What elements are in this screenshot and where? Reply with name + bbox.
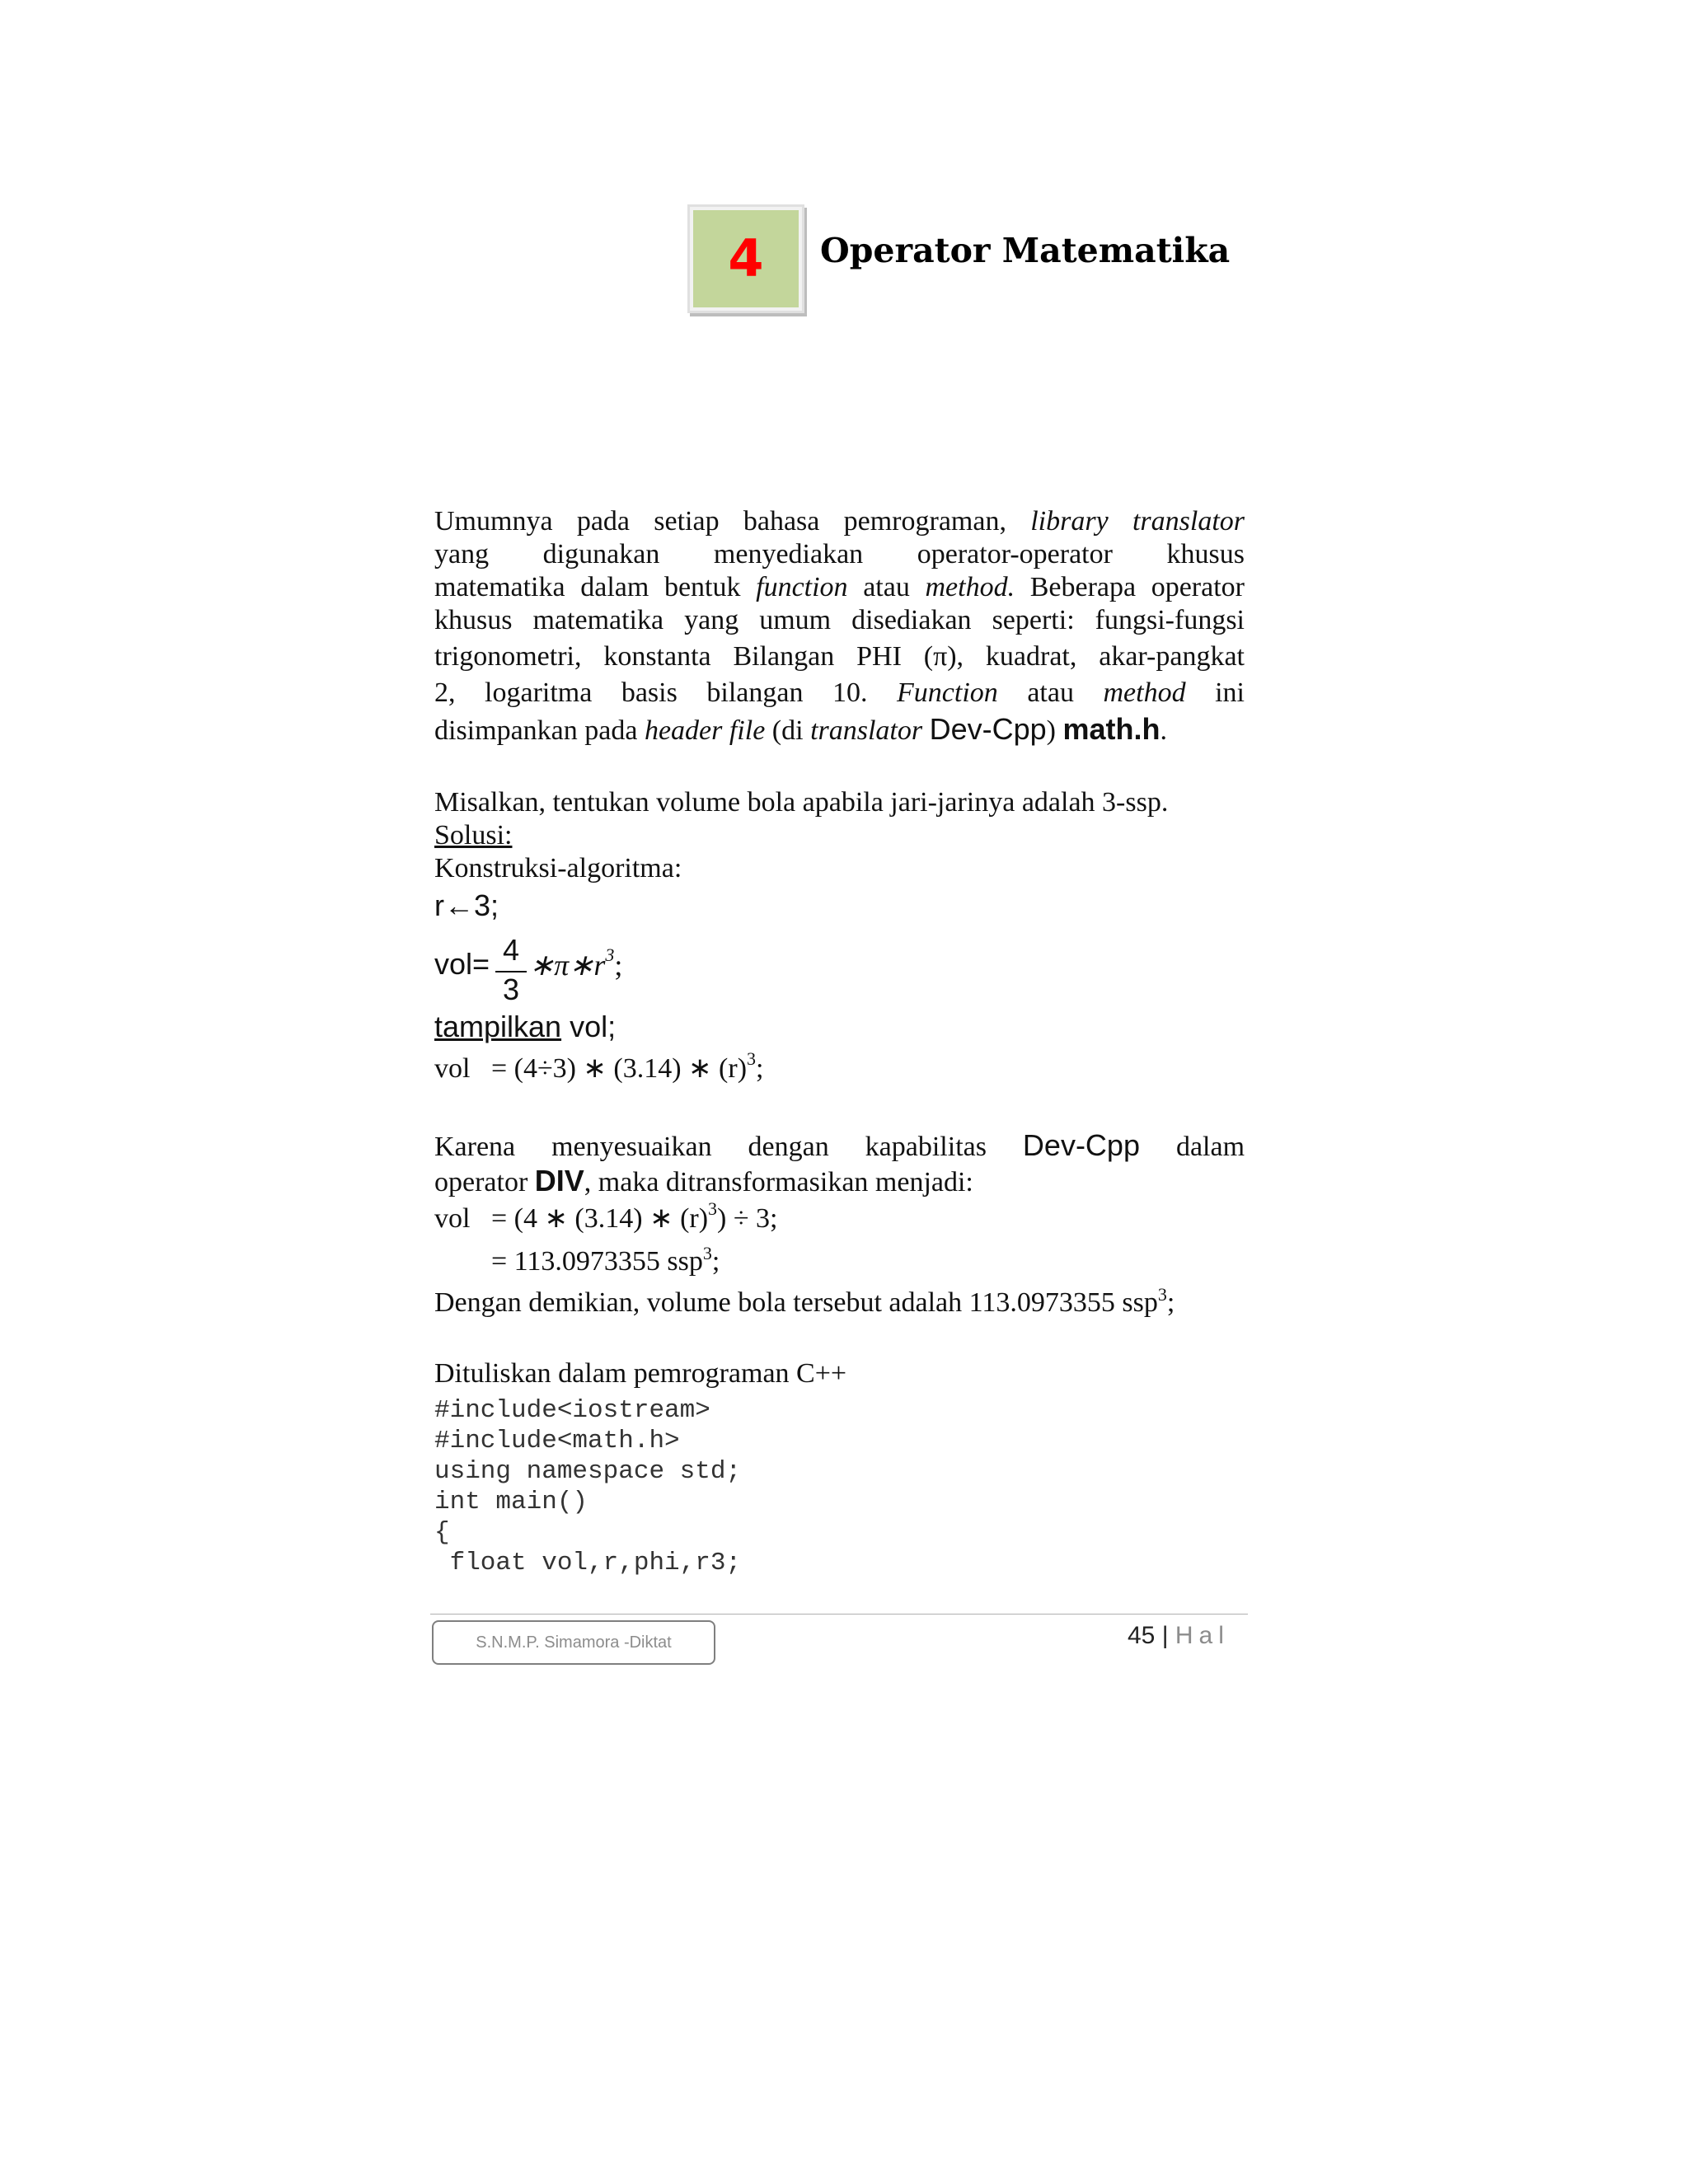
code-line: using namespace std; xyxy=(434,1457,742,1486)
intro-line-7: disimpankan pada header file (di translator Dev-Cpp) math.h. xyxy=(434,712,1168,746)
code-line: #include<math.h> xyxy=(434,1427,680,1455)
intro-line-6: 2, logaritma basis bilangan 10. Function atau method ini xyxy=(434,677,1245,708)
footer-author: S.N.M.P. Simamora -Diktat xyxy=(432,1620,715,1665)
code-line: #include<iostream> xyxy=(434,1396,710,1425)
code-intro: Dituliskan dalam pemrograman C++ xyxy=(434,1358,847,1389)
vol-formula-prefix: vol= xyxy=(434,947,490,981)
fraction-denominator: 3 xyxy=(502,972,520,1006)
intro-line-5: trigonometri, konstanta Bilangan PHI (π), kuadrat, akar-pangkat xyxy=(434,641,1245,672)
footer-rule xyxy=(430,1614,1248,1615)
code-line: int main() xyxy=(434,1488,588,1516)
calc-line-1: vol = (4÷3) ∗ (3.14) ∗ $(r)^3$; xyxy=(434,1048,764,1084)
chapter-title: Operator Matematika xyxy=(820,231,1231,270)
intro-line-1: Umumnya pada setiap bahasa pemrograman, library translator xyxy=(434,506,1245,537)
intro-line-3: matematika dalam bentuk function atau method. Beberapa operator xyxy=(434,572,1245,602)
fraction-numerator: 4 xyxy=(502,933,520,967)
construction-label: Konstruksi-algoritma: xyxy=(434,853,682,883)
intro-line-2: yang digunakan menyediakan operator-operator khusus xyxy=(434,539,1245,569)
display-statement: tampilkan vol; xyxy=(434,1010,617,1043)
transform-line-1: Karena menyesuaikan dengan kapabilitas Dev-Cpp dalam xyxy=(434,1128,1245,1162)
code-line: { xyxy=(434,1518,450,1547)
solution-label: Solusi: xyxy=(434,820,513,851)
vol-formula-rest: $∗\pi∗r^3$; xyxy=(529,944,623,982)
example-question: Misalkan, tentukan volume bola apabila jari-jarinya adalah 3-ssp. xyxy=(434,787,1169,818)
intro-line-4: khusus matematika yang umum disediakan seperti: fungsi-fungsi xyxy=(434,605,1245,635)
intro-paragraph xyxy=(434,505,1245,748)
algorithm-step-1: r←3; xyxy=(434,888,499,922)
chapter-number: 4 xyxy=(728,228,764,288)
transform-line-2: operator DIV, maka ditransformasikan menjadi: xyxy=(434,1164,973,1197)
code-line: float vol,r,phi,r3; xyxy=(434,1549,742,1577)
calc-line-2: vol = (4 ∗ (3.14) ∗ $(r)^3) \div 3$; xyxy=(434,1198,778,1234)
page-number: 45 | Hal xyxy=(1128,1622,1230,1649)
chapter-number-box xyxy=(687,204,804,313)
calc-line-3: = 113.0973355 ssp$^3$; xyxy=(491,1243,720,1277)
conclusion-line: Dengan demikian, volume bola tersebut adalah 113.0973355 ssp$^3$; xyxy=(434,1284,1175,1318)
